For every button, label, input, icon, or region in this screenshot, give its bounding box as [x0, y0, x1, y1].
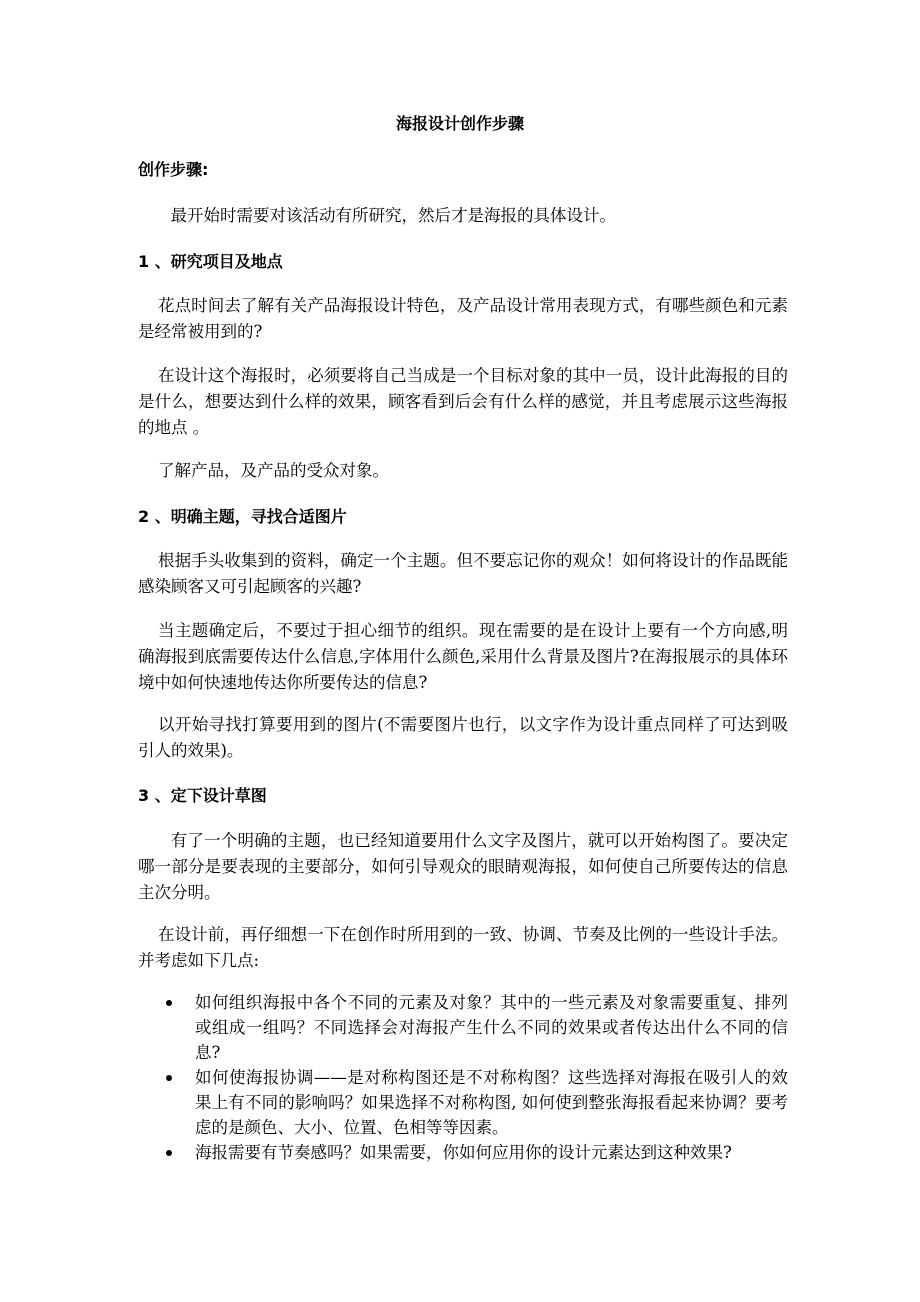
- list-item-text: 海报需要有节奏感吗？如果需要，你如何应用你的设计元素达到这种效果?: [195, 1143, 732, 1162]
- list-item-text: 如何使海报协调——是对称构图还是不对称构图？这些选择对海报在吸引人的效果上有不同的影响吗？如果选择不对称构图, 如何使到整张海报看起来协调？要考虑的是颜色、大小、位置、色相等等因素。: [195, 1068, 788, 1137]
- section-2-paragraph-3: 以开始寻找打算要用到的图片(不需要图片也行，以文字作为设计重点同样了可达到吸引人的效果)。: [138, 715, 788, 760]
- section-heading-3: 3 、定下设计草图: [138, 786, 267, 805]
- section-2-paragraph-2: 当主题确定后，不要过于担心细节的组织。现在需要的是在设计上要有一个方向感,明确海报到底需要传达什么信息,字体用什么颜色,采用什么背景及图片?在海报展示的具体环境中如何快速地传达你所要传达的信息?: [138, 621, 788, 692]
- bullet-icon: [166, 1075, 172, 1081]
- section-1-paragraph-2: 在设计这个海报时，必须要将自己当成是一个目标对象的其中一员，设计此海报的目的是什么，想要达到什么样的效果，顾客看到后会有什么样的感觉，并且考虑展示这些海报的地点 。: [138, 366, 788, 437]
- document-title: 海报设计创作步骤: [395, 114, 524, 133]
- section-3-paragraph-2: 在设计前，再仔细想一下在创作时所用到的一致、协调、节奏及比例的一些设计手法。并考虑如下几点:: [138, 925, 788, 970]
- list-item: [166, 1140, 788, 1165]
- section-2-paragraph-1: 根据手头收集到的资料，确定一个主题。但不要忘记你的观众！如何将设计的作品既能感染顾客又可引起顾客的兴趣?: [138, 551, 788, 596]
- bullet-icon: [166, 1150, 172, 1156]
- list-item: [166, 990, 788, 1065]
- intro-paragraph: 最开始时需要对该活动有所研究，然后才是海报的具体设计。: [154, 206, 616, 225]
- section-1-paragraph-3: 了解产品，及产品的受众对象。: [158, 461, 389, 480]
- section-3-paragraph-1: 有了一个明确的主题，也已经知道要用什么文字及图片，就可以开始构图了。要决定哪一部分是要表现的主要部分，如何引导观众的眼睛观海报，如何使自己所要传达的信息主次分明。: [138, 831, 788, 902]
- section-heading-2: 2 、明确主题，寻找合适图片: [138, 507, 347, 526]
- section-heading-1: 1 、研究项目及地点: [138, 252, 283, 271]
- list-item: [166, 1065, 788, 1140]
- bullet-icon: [166, 1000, 172, 1006]
- list-item-text: 如何组织海报中各个不同的元素及对象？其中的一些元素及对象需要重复、排列或组成一组吗？不同选择会对海报产生什么不同的效果或者传达出什么不同的信息?: [195, 993, 788, 1062]
- design-considerations-list: [166, 990, 788, 1165]
- section-1-paragraph-1: 花点时间去了解有关产品海报设计特色，及产品设计常用表现方式，有哪些颜色和元素是经常被用到的?: [138, 296, 788, 341]
- steps-heading: 创作步骤:: [138, 160, 209, 179]
